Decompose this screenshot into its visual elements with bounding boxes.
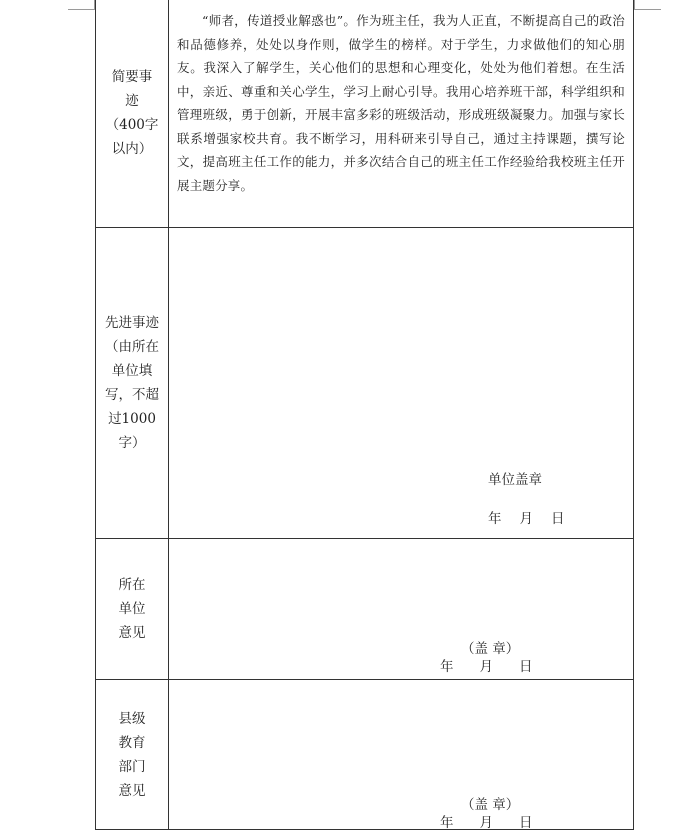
label-line: 部门 (118, 758, 146, 775)
county-opinion-content-cell[interactable] (169, 680, 634, 830)
label-line: 单位 (118, 601, 146, 617)
label-line: 以内） (111, 141, 153, 157)
date-month: 月 (519, 511, 533, 527)
deeds-row (96, 228, 634, 539)
label-line: 写，不超 (105, 387, 159, 403)
date-year: 年 (488, 511, 502, 527)
label-line: 教育 (118, 734, 146, 751)
label-line: 单位填 (111, 363, 153, 379)
label-line: （由所在 (105, 339, 159, 355)
date-line (440, 655, 533, 675)
seal-label: （盖 章） (461, 641, 520, 657)
date-day: 日 (519, 815, 533, 831)
label-line: 意见 (118, 625, 146, 641)
unit-opinion-label-cell (96, 539, 169, 680)
label-line: 过1000 (108, 411, 156, 427)
deeds-content-cell[interactable] (169, 228, 634, 539)
seal-label: （盖 章） (461, 797, 520, 813)
label-line: 字） (118, 435, 146, 451)
date-year: 年 (440, 659, 454, 675)
date-year: 年 (440, 815, 454, 831)
label-line: （400字 (105, 117, 159, 133)
corner-crop-mark-right (634, 0, 661, 10)
county-opinion-label-cell (96, 680, 169, 830)
label-line: 意见 (118, 782, 146, 799)
date-day: 日 (519, 659, 533, 675)
label-line: 先进事迹 (105, 315, 159, 331)
summary-row (96, 0, 634, 228)
application-form-table (95, 0, 634, 830)
county-opinion-row (96, 680, 634, 830)
deeds-label-cell (96, 228, 169, 539)
unit-seal-label: 单位盖章 (488, 472, 542, 488)
date-line (488, 507, 565, 527)
summary-text: “师者，传道授业解惑也”。作为班主任，我为人正直，不断提高自己的政治和品德修养，处处以身作则，做学生的榜样。对于学生，力求做他们的知心朋友。我深入了解学生，关心他们的思想和心理变化，处处为他们着想。在生活中，亲近、尊重和关心学生，学习上耐心引导。我用心培养班干部，科学组织和管理班级，勇于创新，开展丰富多彩的班级活动，形成班级凝聚力。加强与家长联系增强家校共育。我不断学习，用科研来引导自己，通过主持课题，撰写论文，提高班主任工作的能力，并多次结合自己的班主任工作经验给我校班主任开展主题分享。 (177, 13, 625, 193)
date-month: 月 (479, 659, 493, 675)
corner-crop-mark-left (68, 0, 95, 10)
summary-label-cell (96, 0, 169, 228)
date-line (440, 811, 533, 831)
label-line: 迹 (125, 93, 139, 109)
unit-opinion-row (96, 539, 634, 680)
date-month: 月 (479, 815, 493, 831)
summary-content-cell[interactable] (169, 0, 634, 228)
unit-opinion-content-cell[interactable] (169, 539, 634, 680)
label-line: 简要事 (111, 69, 153, 85)
label-line: 所在 (118, 577, 146, 593)
date-day: 日 (551, 511, 565, 527)
label-line: 县级 (118, 710, 146, 727)
